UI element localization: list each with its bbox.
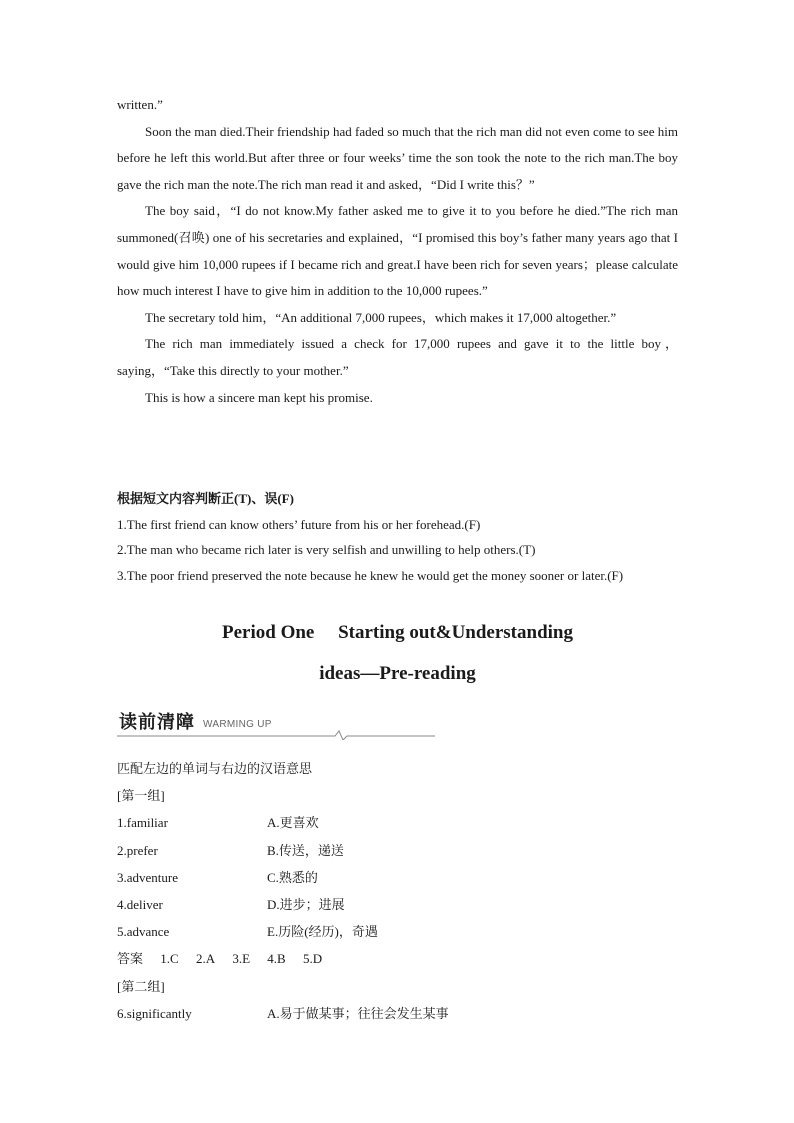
true-false-exercise <box>117 486 697 588</box>
vocab-meaning: A.易于做某事；往往会发生某事 <box>267 1005 449 1021</box>
answer-item: 3.E <box>232 951 251 967</box>
story-text <box>117 92 678 411</box>
group-label: [第一组] <box>117 788 165 804</box>
period-title <box>117 612 678 694</box>
story-paragraph: written.” <box>117 97 163 112</box>
vocab-row <box>117 1000 678 1027</box>
story-paragraph: The boy said，“I do not know.My father asked me to give it to you before he died.”The rich man summoned(召唤) one of his secretaries and explained，“I promised this boy’s father many years ago that I would give him 10,000 rupees if I became rich and great.I have been rich for seven years；please calculate how much interest I have to give him in addition to the 10,000 rupees.” <box>117 203 678 299</box>
story-paragraph: Soon the man died.Their friendship had faded so much that the rich man did not even come to see him before he left this world.But after three or four weeks’ time the son took the note to the rich man.The boy gave the rich man the note.The rich man read it and asked，“Did I write this？” <box>117 123 678 192</box>
vocab-instruction: 匹配左边的单词与右边的汉语意思 <box>117 761 313 776</box>
vocab-word: 1.familiar <box>117 815 168 831</box>
answer-item: 1.C <box>160 951 179 967</box>
vocab-meaning: B.传送，递送 <box>267 842 344 858</box>
vocab-word: 2.prefer <box>117 842 158 858</box>
vocab-exercise <box>117 755 678 1027</box>
vocab-row <box>117 837 678 864</box>
answer-label: 答案 <box>117 951 144 967</box>
vocab-word: 4.deliver <box>117 897 163 913</box>
vocab-meaning: C.熟悉的 <box>267 869 318 885</box>
section-title-en: WARMING UP <box>203 719 272 730</box>
vocab-row <box>117 891 678 918</box>
story-paragraph: This is how a sincere man kept his promise. <box>145 389 373 405</box>
group-label: [第二组] <box>117 978 165 994</box>
vocab-meaning: E.历险(经历)，奇遇 <box>267 924 378 940</box>
vocab-row <box>117 918 678 945</box>
vocab-meaning: A.更喜欢 <box>267 815 319 831</box>
section-title-cn: 读前清障 <box>119 712 195 733</box>
vocab-row <box>117 864 678 891</box>
story-paragraph: The secretary told him，“An additional 7,000 rupees，which makes it 17,000 altogether.” <box>145 309 617 325</box>
exercise-item: 1.The first friend can know others’ future from his or her forehead.(F) <box>117 516 481 532</box>
vocab-word: 6.significantly <box>117 1005 192 1021</box>
period-title-line: ideas—Pre-reading <box>319 663 476 684</box>
section-header <box>117 706 435 740</box>
story-paragraph: The rich man immediately issued a check for 17,000 rupees and gave it to the little boy，saying，“Take this directly to your mother.” <box>117 336 678 378</box>
vocab-row <box>117 809 678 836</box>
answer-line <box>117 945 678 972</box>
answer-item: 4.B <box>267 951 286 967</box>
period-title-line: Period One Starting out&Understanding <box>222 622 573 643</box>
exercise-item: 2.The man who became rich later is very selfish and unwilling to help others.(T) <box>117 542 536 557</box>
vocab-meaning: D.进步；进展 <box>267 897 345 913</box>
answer-item: 5.D <box>302 951 323 967</box>
vocab-word: 3.adventure <box>117 869 179 885</box>
exercise-item: 3.The poor friend preserved the note because he knew he would get the money sooner or later.(F) <box>117 567 624 583</box>
exercise-heading: 根据短文内容判断正(T)、误(F) <box>117 491 294 506</box>
answer-item: 2.A <box>195 951 216 967</box>
vocab-word: 5.advance <box>117 924 170 940</box>
